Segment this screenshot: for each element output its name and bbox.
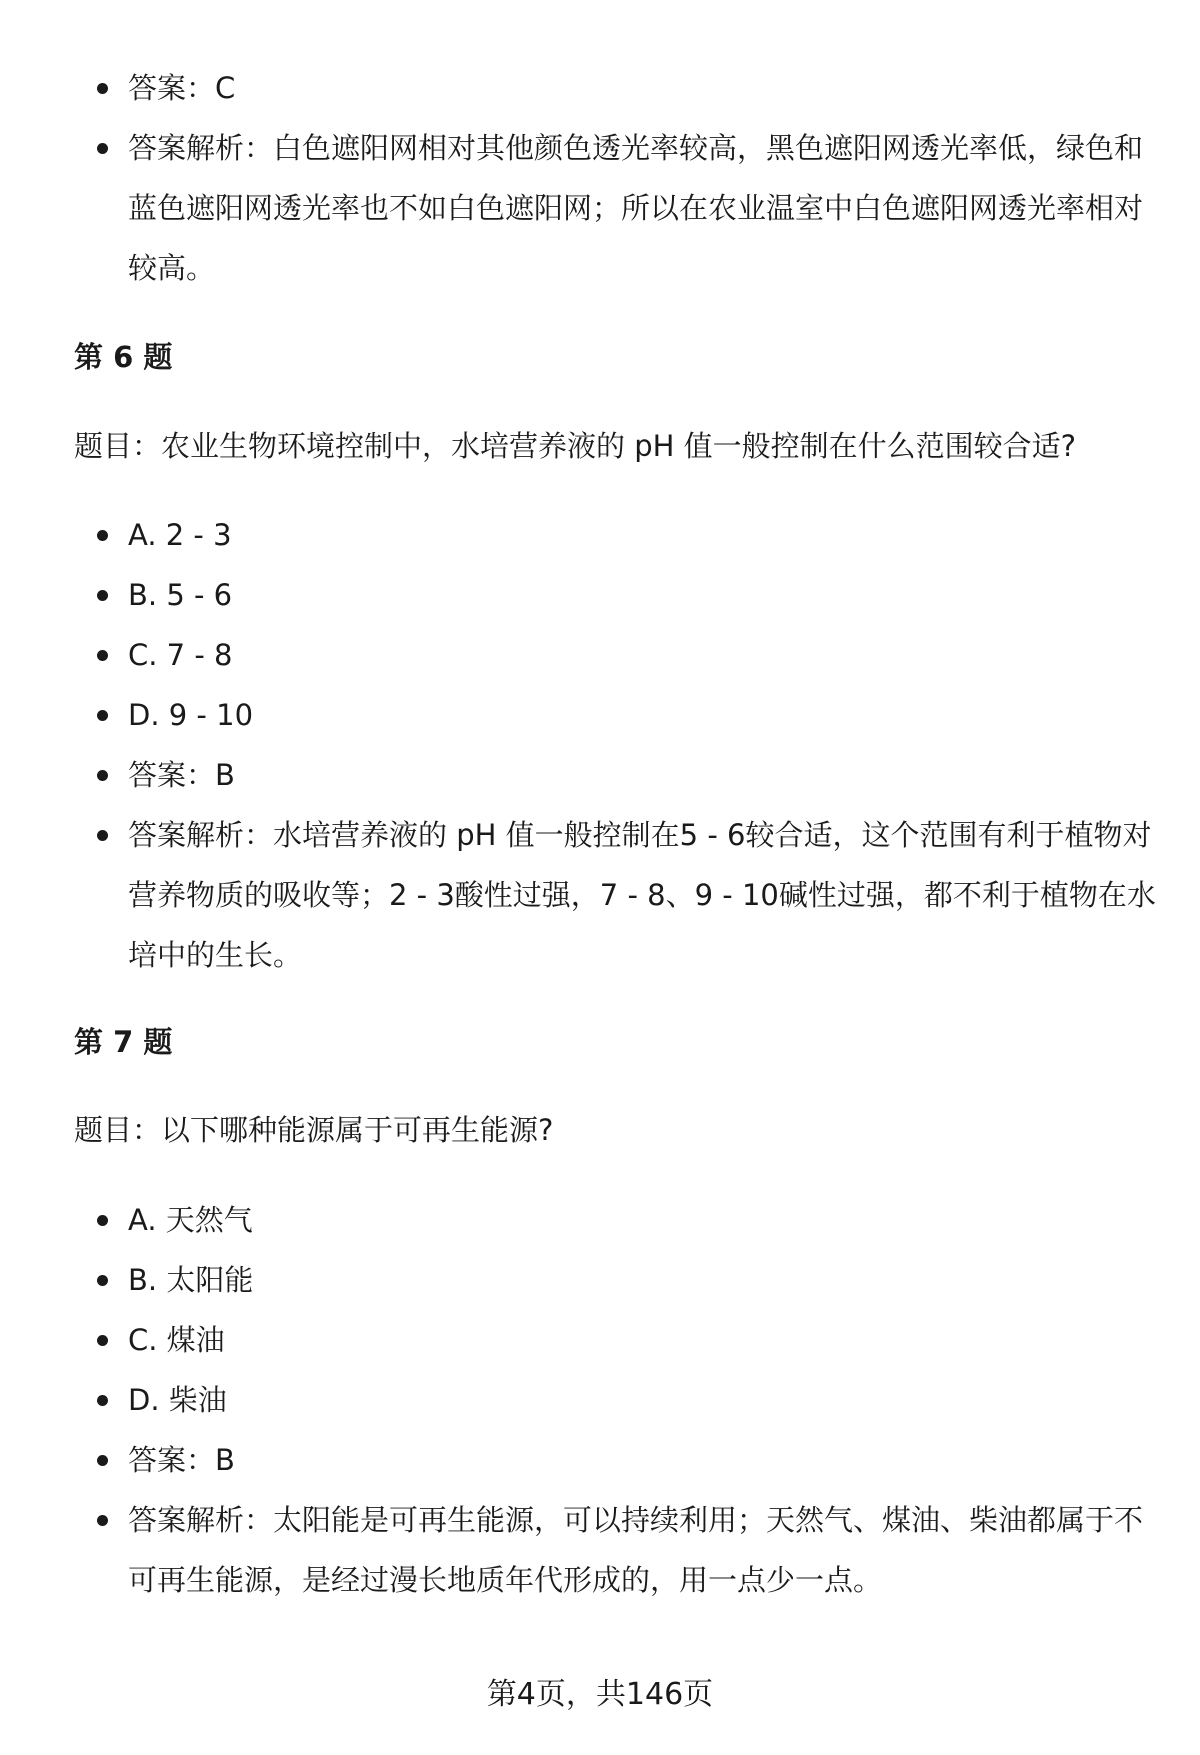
bullet-icon (97, 1515, 108, 1526)
q7-stem: 题目：以下哪种能源属于可再生能源? (74, 1113, 554, 1147)
option-item (0, 1190, 1200, 1250)
q6-option-b: B. 5 - 6 (128, 578, 233, 612)
bullet-icon (97, 83, 108, 94)
q6-heading: 第 6 题 (74, 340, 173, 374)
prev-answer: 答案：C (128, 71, 236, 105)
bullet-icon (97, 710, 108, 721)
option-item (0, 1250, 1200, 1310)
q6-option-d: D. 9 - 10 (128, 698, 254, 732)
q7-option-d: D. 柴油 (128, 1383, 227, 1417)
list-item (0, 1490, 1200, 1610)
q6-option-list (0, 505, 1200, 985)
bullet-icon (97, 1395, 108, 1406)
bullet-icon (97, 1335, 108, 1346)
bullet-icon (97, 590, 108, 601)
bullet-icon (97, 1275, 108, 1286)
bullet-icon (97, 770, 108, 781)
list-item (0, 1430, 1200, 1490)
q7-option-a: A. 天然气 (128, 1203, 253, 1237)
bullet-icon (97, 1215, 108, 1226)
q7-option-list (0, 1190, 1200, 1610)
q7-explanation: 答案解析：太阳能是可再生能源，可以持续利用；天然气、煤油、柴油都属于不可再生能源，是经过漫长地质年代形成的，用一点少一点。 (128, 1503, 1144, 1597)
option-item (0, 1370, 1200, 1430)
bullet-icon (97, 143, 108, 154)
option-item (0, 1310, 1200, 1370)
q6-option-a: A. 2 - 3 (128, 518, 232, 552)
option-item (0, 685, 1200, 745)
bullet-icon (97, 530, 108, 541)
option-item (0, 565, 1200, 625)
list-item (0, 118, 1200, 298)
option-item (0, 505, 1200, 565)
list-item (0, 805, 1200, 985)
q6-answer: 答案：B (128, 758, 235, 792)
q7-answer: 答案：B (128, 1443, 235, 1477)
bullet-icon (97, 830, 108, 841)
prev-explanation: 答案解析：白色遮阳网相对其他颜色透光率较高，黑色遮阳网透光率低，绿色和蓝色遮阳网透光率也不如白色遮阳网；所以在农业温室中白色遮阳网透光率相对较高。 (128, 131, 1144, 285)
page-number: 第4页，共146页 (486, 1677, 714, 1712)
bullet-icon (97, 1455, 108, 1466)
list-item (0, 58, 1200, 118)
prev-question-list (0, 58, 1200, 298)
q7-option-b: B. 太阳能 (128, 1263, 254, 1297)
option-item (0, 625, 1200, 685)
q7-heading: 第 7 题 (74, 1025, 173, 1059)
q6-stem: 题目：农业生物环境控制中，水培营养液的 pH 值一般控制在什么范围较合适? (74, 429, 1077, 463)
q7-option-c: C. 煤油 (128, 1323, 225, 1357)
bullet-icon (97, 650, 108, 661)
list-item (0, 745, 1200, 805)
q6-option-c: C. 7 - 8 (128, 638, 233, 672)
q6-explanation: 答案解析：水培营养液的 pH 值一般控制在5 - 6较合适，这个范围有利于植物对营养物质的吸收等；2 - 3酸性过强，7 - 8、9 - 10碱性过强，都不利于植物在水培中的生长。 (128, 818, 1156, 972)
